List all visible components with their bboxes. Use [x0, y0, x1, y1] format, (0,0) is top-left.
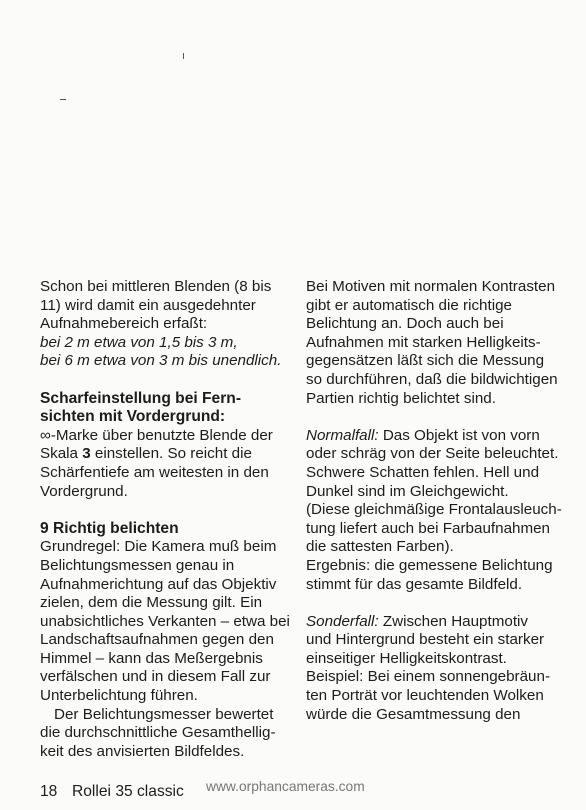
text-line [306, 427, 560, 446]
contrast-paragraph [306, 278, 560, 408]
scale-number: 3 [82, 445, 91, 463]
manual-title: Rollei 35 classic [72, 783, 184, 800]
rule-paragraph [40, 538, 296, 705]
section-heading [40, 390, 296, 427]
text-line: Ergebnis: die gemessene Belichtung [306, 556, 553, 574]
text-fragment: Das Objekt ist von vorn [378, 426, 540, 444]
text-line: keit des anvisierten Bildfeldes. [40, 742, 245, 760]
text-line: so durchführen, daß die bildwichtigen [306, 370, 558, 388]
text-line: Schon bei mittleren Blenden (8 bis [40, 278, 272, 295]
text-line: Dunkel sind im Gleichgewicht. [306, 482, 509, 500]
text-line: Belichtungsmessen genau in [40, 556, 235, 574]
text-fragment: Zwischen Hauptmotiv [378, 612, 529, 630]
right-column [306, 278, 560, 724]
text-line: Der Belichtungsmesser bewertet [54, 705, 274, 723]
left-column [40, 278, 296, 761]
text-line: Schwere Schatten fehlen. Hell und [306, 463, 540, 481]
text-line: Skala 3 einstellen. So reicht die [40, 445, 252, 463]
text-line: Schärfentiefe am weitesten in den [40, 463, 269, 481]
text-line: Himmel – kann das Meßergebnis [40, 649, 263, 667]
italic-line: bei 2 m etwa von 1,5 bis 3 m, [40, 333, 238, 351]
text-line: und Hintergrund besteht ein starker [306, 631, 545, 649]
text-line: Landschaftsaufnahmen gegen den [40, 631, 274, 649]
text-line: Aufnahmen mit starken Helligkeits- [306, 333, 541, 351]
text-line: oder schräg von der Seite beleuchtet. [306, 445, 559, 463]
text-line: ten Porträt vor leuchtenden Wolken [306, 687, 544, 705]
text-line [306, 613, 560, 632]
text-line: (Diese gleichmäßige Frontalausleuch- [306, 501, 562, 519]
intro-paragraph [40, 278, 296, 371]
page-number: 18 [40, 783, 58, 800]
text-line: verfälschen und in diesem Fall zur [40, 668, 271, 686]
text-line: Partien richtig belichtet sind. [306, 389, 496, 407]
text-line: Aufnahmerichtung auf das Objektiv [40, 575, 277, 593]
text-line: zielen, dem die Messung gilt. Ein [40, 594, 263, 612]
normal-case-label: Normalfall: [306, 426, 379, 444]
text-line: gegensätzen läßt sich die Messung [306, 352, 545, 370]
heading-line: sichten mit Vordergrund: [40, 408, 226, 426]
text-line: Belichtung an. Doch auch bei [306, 315, 504, 333]
source-url: www.orphancameras.com [206, 779, 365, 794]
special-case-label: Sonderfall: [306, 612, 379, 630]
chapter-heading: 9 Richtig belichten [40, 519, 179, 537]
scan-speck [60, 99, 66, 100]
text-line: Unterbelichtung führen. [40, 687, 198, 705]
text-line: Vordergrund. [40, 482, 128, 500]
scan-speck [183, 53, 184, 59]
meter-paragraph [40, 706, 296, 762]
text-line: Aufnahmebereich erfaßt: [40, 315, 208, 333]
text-line: einseitiger Helligkeitskontrast. [306, 649, 507, 667]
text-line: ∞-Marke über benutzte Blende der [40, 426, 273, 444]
instruction-paragraph [40, 427, 296, 501]
text-line: Grundregel: Die Kamera muß beim [40, 538, 277, 556]
text-line: 11) wird damit ein ausgedehnter [40, 296, 256, 314]
normal-case-paragraph [306, 427, 560, 594]
italic-line: bei 6 m etwa von 3 m bis unendlich. [40, 352, 282, 370]
text-line: stimmt für das gesamte Bildfeld. [306, 575, 523, 593]
text-line: gibt er automatisch die richtige [306, 296, 512, 314]
special-case-paragraph [306, 613, 560, 725]
heading-line: Scharfeinstellung bei Fern- [40, 389, 242, 407]
text-line: Bei Motiven mit normalen Kontrasten [306, 278, 556, 295]
text-line: unabsichtliches Verkanten – etwa bei [40, 612, 290, 630]
text-line: tung liefert auch bei Farbaufnahmen [306, 519, 551, 537]
text-line: die sattesten Farben). [306, 538, 454, 556]
text-line: die durchschnittliche Gesamthellig- [40, 724, 276, 742]
text-line: Beispiel: Bei einem sonnengebräun- [306, 668, 551, 686]
text-line: würde die Gesamtmessung den [306, 705, 521, 723]
